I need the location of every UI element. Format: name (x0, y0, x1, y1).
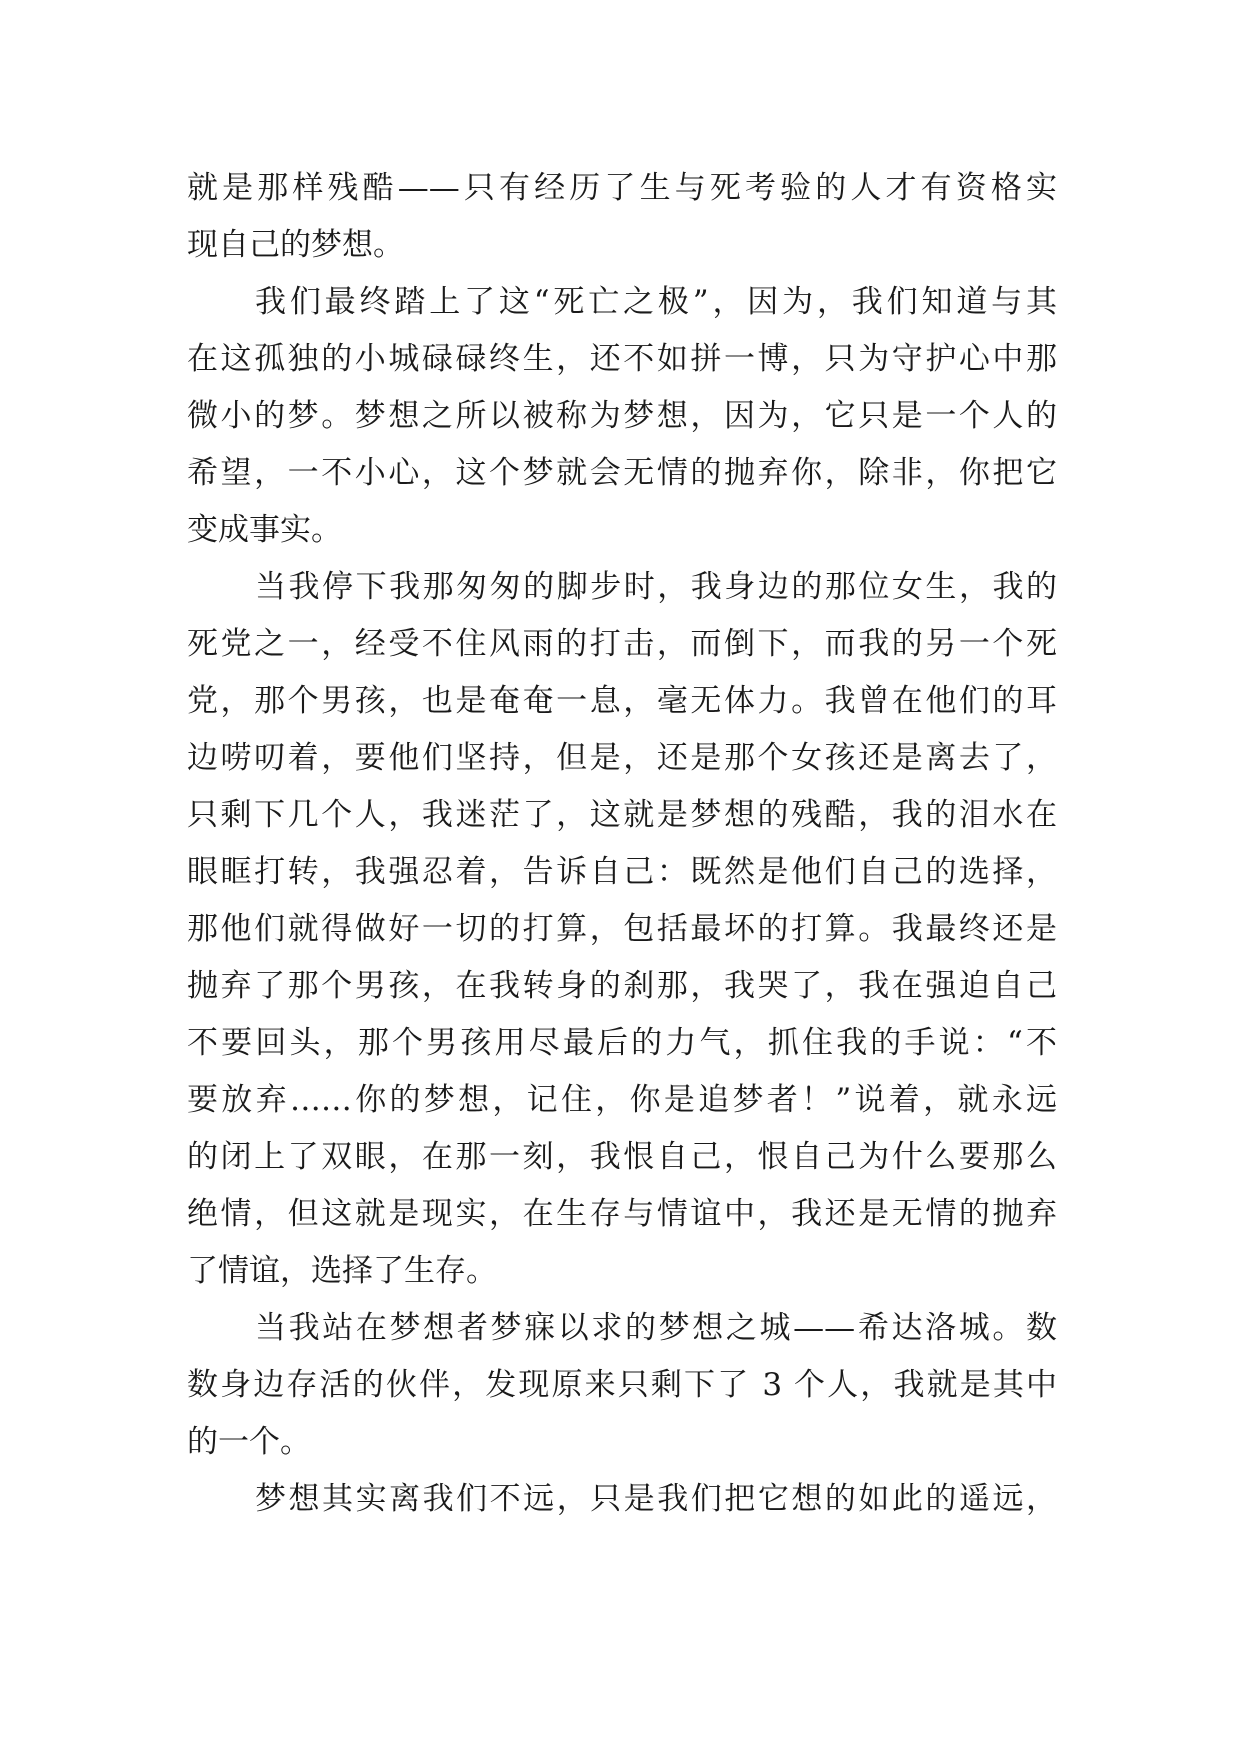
paragraph-1-line-1: 就是那样残酷——只有经历了生与死考验的人才有资格实 (187, 170, 1057, 206)
paragraph-3-line-5: 只剩下几个人，我迷茫了，这就是梦想的残酷，我的泪水在 (187, 797, 1057, 833)
paragraph-2-line-3: 微小的梦。梦想之所以被称为梦想，因为，它只是一个人的 (187, 398, 1057, 434)
document-body (187, 160, 1057, 1528)
paragraph-3-line-11: 的闭上了双眼，在那一刻，我恨自己，恨自己为什么要那么 (187, 1139, 1057, 1175)
paragraph-3-line-3: 党，那个男孩，也是奄奄一息，毫无体力。我曾在他们的耳 (187, 683, 1057, 719)
paragraph-2-line-4: 希望，一不小心，这个梦就会无情的抛弃你，除非，你把它 (187, 455, 1057, 491)
paragraph-2-line-1: 我们最终踏上了这“死亡之极”，因为，我们知道与其 (255, 284, 1057, 320)
paragraph-3-line-7: 那他们就得做好一切的打算，包括最坏的打算。我最终还是 (187, 911, 1057, 947)
paragraph-3-line-1: 当我停下我那匆匆的脚步时，我身边的那位女生，我的 (255, 569, 1057, 605)
paragraph-2-line-2: 在这孤独的小城碌碌终生，还不如拼一博，只为守护心中那 (187, 341, 1057, 377)
paragraph-3-line-8: 抛弃了那个男孩，在我转身的刹那，我哭了，我在强迫自己 (187, 968, 1057, 1004)
paragraph-3-line-6: 眼眶打转，我强忍着，告诉自己：既然是他们自己的选择， (187, 854, 1057, 890)
paragraph-4-line-2: 数身边存活的伙伴，发现原来只剩下了 3 个人，我就是其中 (187, 1367, 1057, 1403)
paragraph-4-line-3: 的一个。 (187, 1424, 311, 1460)
paragraph-2-line-5: 变成事实。 (187, 512, 342, 548)
paragraph-3-line-12: 绝情，但这就是现实，在生存与情谊中，我还是无情的抛弃 (187, 1196, 1057, 1232)
paragraph-3-line-2: 死党之一，经受不住风雨的打击，而倒下，而我的另一个死 (187, 626, 1057, 662)
paragraph-1-line-2: 现自己的梦想。 (187, 227, 404, 263)
paragraph-5-line-1: 梦想其实离我们不远，只是我们把它想的如此的遥远， (255, 1481, 1057, 1517)
paragraph-4-line-1: 当我站在梦想者梦寐以求的梦想之城——希达洛城。数 (255, 1310, 1057, 1346)
paragraph-3-line-10: 要放弃……你的梦想，记住，你是追梦者！”说着，就永远 (187, 1082, 1057, 1118)
paragraph-3-line-9: 不要回头，那个男孩用尽最后的力气，抓住我的手说：“不 (187, 1025, 1057, 1061)
paragraph-3-line-13: 了情谊，选择了生存。 (187, 1253, 497, 1289)
paragraph-3-line-4: 边唠叨着，要他们坚持，但是，还是那个女孩还是离去了， (187, 740, 1057, 776)
